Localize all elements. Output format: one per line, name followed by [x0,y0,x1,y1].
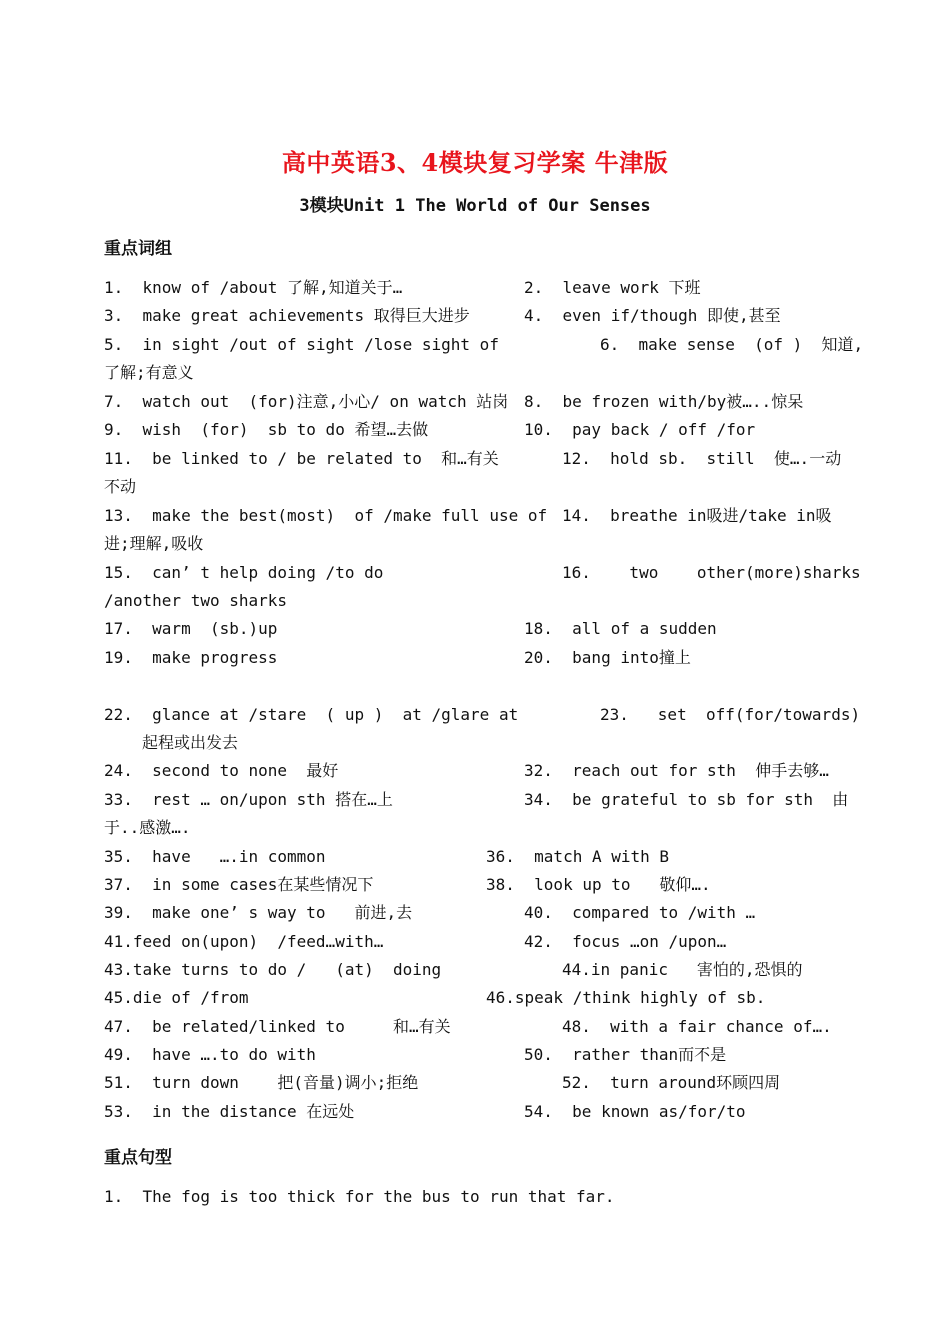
sentence-item: 1. The fog is too thick for the bus to run that far. [104,1187,615,1206]
document-title: 高中英语3、4模块复习学案 牛津版 [281,148,669,177]
phrase-item: 14. breathe in吸进/take in吸 [562,506,832,525]
unit-subtitle: 3模块Unit 1 The World of Our Senses [299,196,651,216]
phrase-item: 33. rest … on/upon sth 搭在…上 [104,790,393,809]
phrase-item-continuation: /another two sharks [104,591,288,610]
phrase-item: 41.feed on(upon) /feed…with… [104,932,384,951]
phrase-item: 8. be frozen with/by被…..惊呆 [524,392,804,411]
phrase-item: 6. make sense (of ) 知道, [600,335,864,354]
phrase-item: 12. hold sb. still 使….一动 [562,449,842,468]
phrase-item: 53. in the distance 在远处 [104,1102,355,1121]
section-heading-sentences: 重点句型 [104,1148,172,1168]
phrase-item-continuation: 了解;有意义 [104,363,194,382]
phrase-item: 5. in sight /out of sight /lose sight of [104,335,499,354]
phrase-item: 18. all of a sudden [524,619,717,638]
phrase-item: 2. leave work 下班 [524,278,701,297]
phrase-item: 9. wish (for) sb to do 希望…去做 [104,420,429,439]
phrase-item: 4. even if/though 即使,甚至 [524,306,781,325]
phrase-item: 15. can’ t help doing /to do [104,563,384,582]
phrase-item-continuation: 于..感激…. [104,818,191,837]
phrase-item: 36. match A with B [486,847,670,866]
phrase-item: 50. rather than而不是 [524,1045,727,1064]
phrase-item: 49. have ….to do with [104,1045,316,1064]
phrase-item: 51. turn down 把(音量)调小;拒绝 [104,1073,419,1092]
phrase-item: 32. reach out for sth 伸手去够… [524,761,829,780]
phrase-item: 39. make one’ s way to 前进,去 [104,903,413,922]
phrase-item: 42. focus …on /upon… [524,932,727,951]
phrase-item: 35. have ….in common [104,847,326,866]
phrase-item: 37. in some cases在某些情况下 [104,875,374,894]
phrase-item: 40. compared to /with … [524,903,756,922]
phrase-item: 52. turn around环顾四周 [562,1073,781,1092]
phrase-item: 19. make progress [104,648,278,667]
phrase-item: 22. glance at /stare ( up ) at /glare at [104,705,519,724]
phrase-item: 10. pay back / off /for [524,420,756,439]
phrase-item: 24. second to none 最好 [104,761,339,780]
phrase-item-continuation: 不动 [104,477,137,496]
phrase-item: 54. be known as/for/to [524,1102,746,1121]
section-heading-phrases: 重点词组 [104,239,172,259]
phrase-item: 47. be related/linked to 和…有关 [104,1017,451,1036]
phrase-item: 34. be grateful to sb for sth 由 [524,790,849,809]
phrase-item: 46.speak /think highly of sb. [486,988,766,1007]
phrase-item: 20. bang into撞上 [524,648,691,667]
phrase-item: 7. watch out (for)注意,小心/ on watch 站岗 [104,392,509,411]
phrase-item: 13. make the best(most) of /make full use of [104,506,548,525]
phrase-item: 44.in panic 害怕的,恐惧的 [562,960,803,979]
phrase-item: 48. with a fair chance of…. [562,1017,832,1036]
phrase-item: 1. know of /about 了解,知道关于… [104,278,403,297]
phrase-item-continuation: 起程或出发去 [142,733,239,752]
phrase-item: 45.die of /from [104,988,249,1007]
phrase-item-continuation: 进;理解,吸收 [104,534,204,553]
phrase-item: 38. look up to 敬仰…. [486,875,711,894]
phrase-item: 16. two other(more)sharks [562,563,861,582]
phrase-item: 11. be linked to / be related to 和…有关 [104,449,499,468]
phrase-item: 3. make great achievements 取得巨大进步 [104,306,470,325]
phrase-item: 17. warm (sb.)up [104,619,278,638]
phrase-item: 43.take turns to do / (at) doing [104,960,442,979]
phrase-item: 23. set off(for/towards) [600,705,861,724]
